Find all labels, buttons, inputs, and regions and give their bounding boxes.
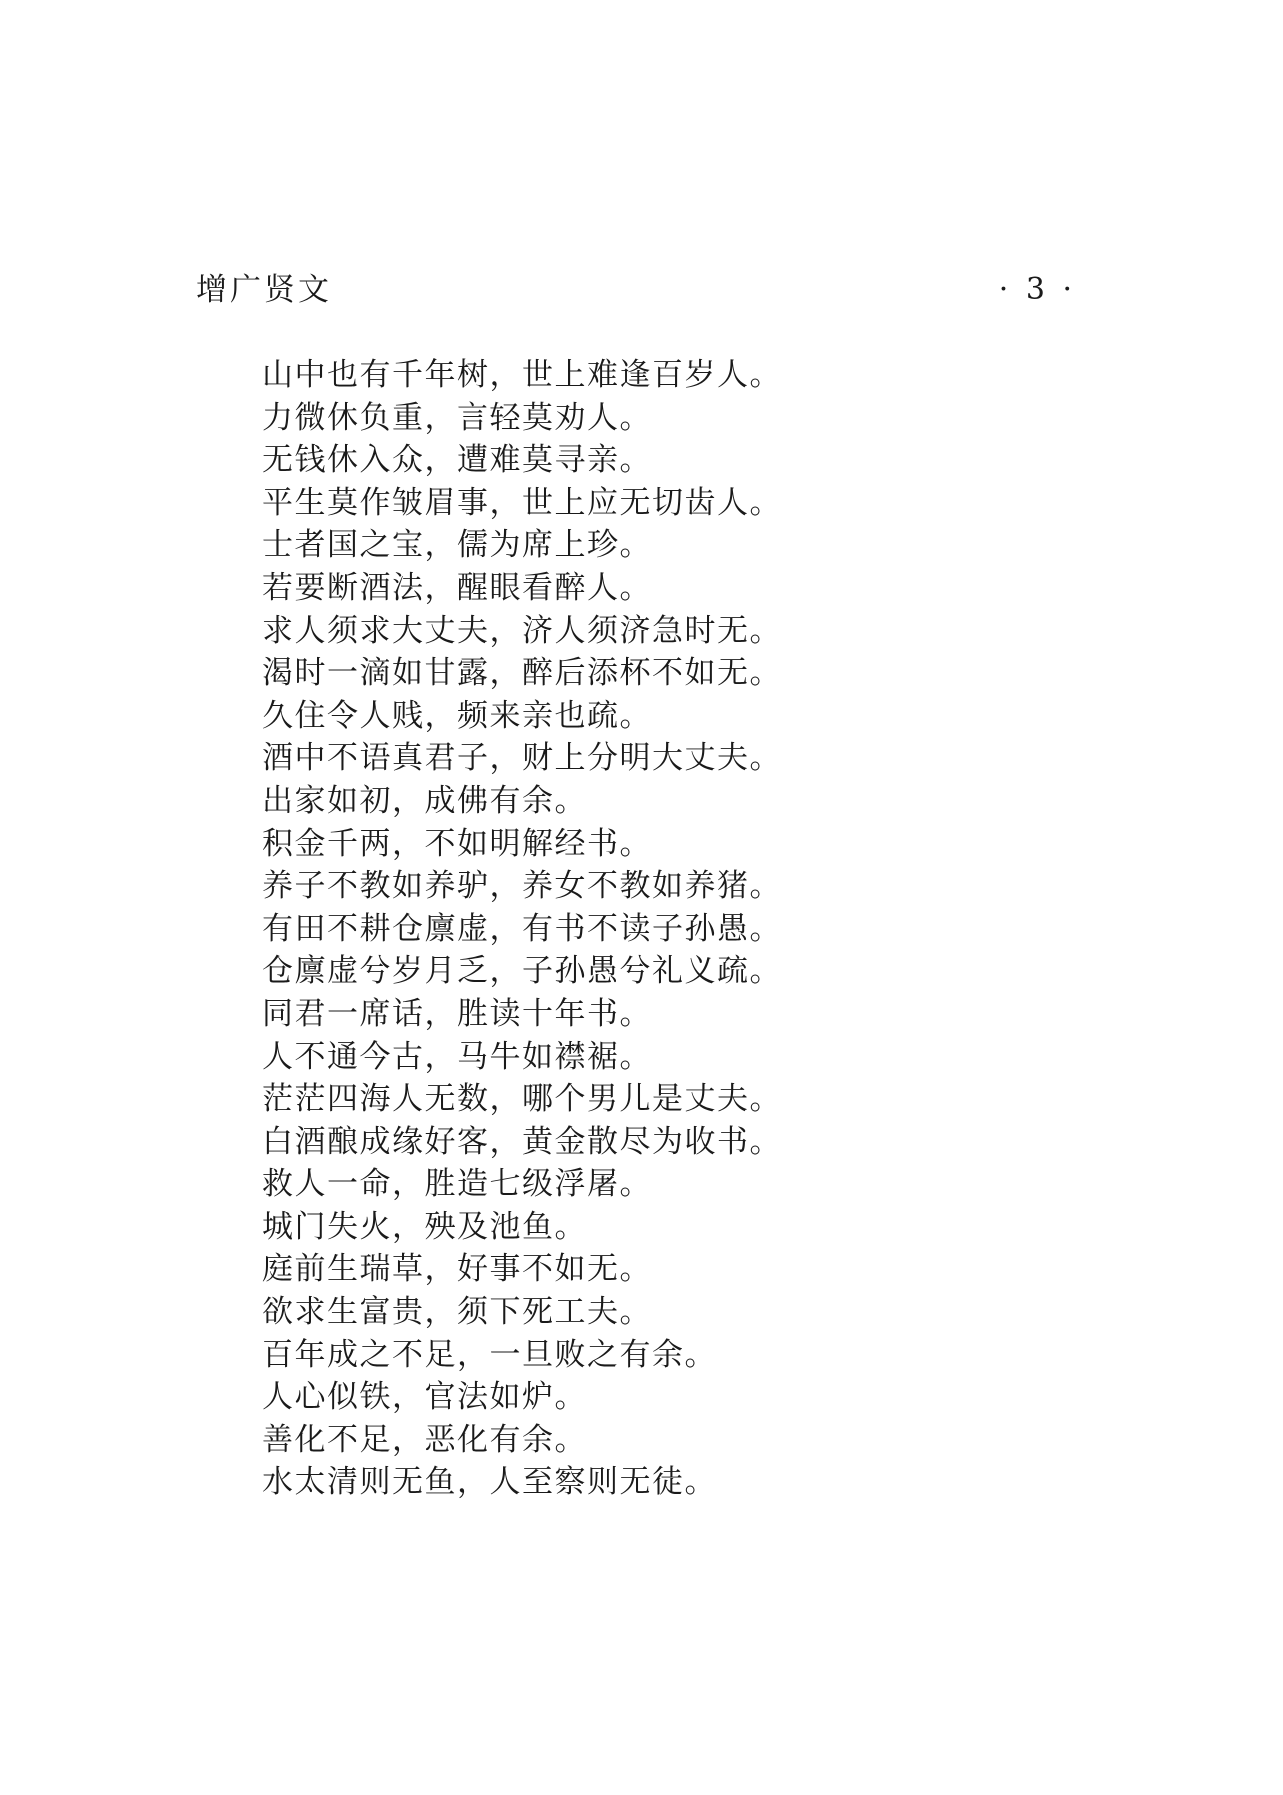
verse-line: 仓廪虚兮岁月乏，子孙愚兮礼义疏。 [262,953,782,990]
verse-line: 力微休负重，言轻莫劝人。 [262,399,652,436]
verse-line: 白酒酿成缘好客，黄金散尽为收书。 [262,1123,782,1160]
verse-line: 同君一席话，胜读十年书。 [262,995,652,1032]
verse-line: 士者国之宝，儒为席上珍。 [262,527,652,564]
verse-line: 有田不耕仓廪虚，有书不读子孙愚。 [262,910,782,947]
verse-line: 水太清则无鱼，人至察则无徒。 [262,1464,717,1501]
verse-line: 庭前生瑞草，好事不如无。 [262,1251,652,1288]
verse-line: 出家如初，成佛有余。 [262,782,587,819]
verse-line: 酒中不语真君子，财上分明大丈夫。 [262,740,782,777]
verse-line: 无钱休入众，遭难莫寻亲。 [262,442,652,479]
page-number: · 3 · [998,272,1076,307]
verse-line: 救人一命，胜造七级浮屠。 [262,1166,652,1203]
verse-line: 山中也有千年树，世上难逢百岁人。 [262,357,782,393]
verse-line: 百年成之不足，一旦败之有余。 [262,1336,717,1373]
verse-line: 养子不教如养驴，养女不教如养猪。 [262,868,782,905]
verse-list [262,354,782,1504]
verse-line: 城门失火，殃及池鱼。 [262,1208,587,1245]
verse-line: 求人须求大丈夫，济人须济急时无。 [262,612,782,649]
verse-line: 久住令人贱，频来亲也疏。 [262,697,652,734]
verse-line: 渴时一滴如甘露，醉后添杯不如无。 [262,655,782,692]
verse-line: 平生莫作皱眉事，世上应无切齿人。 [262,484,782,521]
verse-line: 积金千两，不如明解经书。 [262,825,652,862]
book-title: 增广贤文 [196,272,332,308]
verse-line: 茫茫四海人无数，哪个男儿是丈夫。 [262,1081,782,1118]
verse-line: 欲求生富贵，须下死工夫。 [262,1294,652,1331]
verse-line: 若要断酒法，醒眼看醉人。 [262,569,652,606]
verse-line: 善化不足，恶化有余。 [262,1421,587,1458]
verse-line: 人不通今古，马牛如襟裾。 [262,1038,652,1075]
running-header [196,266,1076,314]
verse-line: 人心似铁，官法如炉。 [262,1379,587,1416]
